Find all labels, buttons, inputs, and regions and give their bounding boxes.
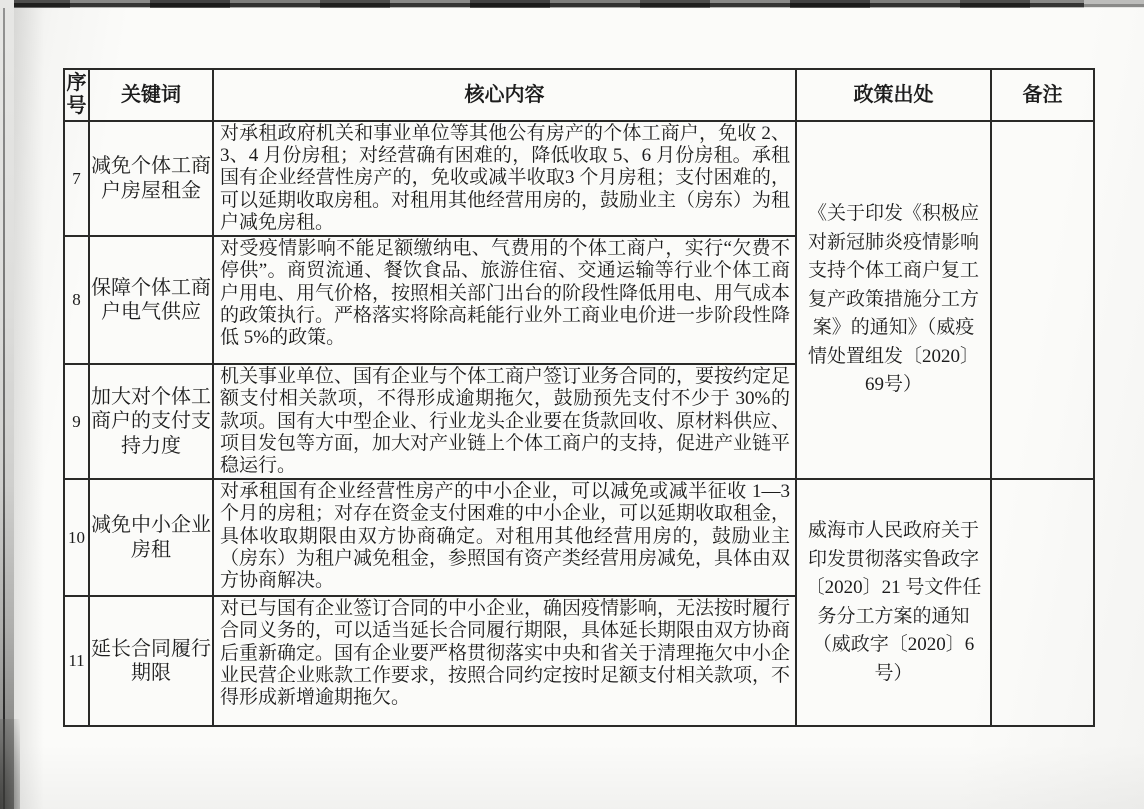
col-header-keyword: 关键词 [89,69,213,121]
table-row [64,121,1094,236]
row11-no: 11 [64,596,89,726]
scan-bottom-left-blot [0,719,20,809]
row9-no: 9 [64,364,89,479]
row10-no: 10 [64,479,89,596]
source-rows7-9: 《关于印发《积极应对新冠肺炎疫情影响支持个体工商户复工复产政策措施分工方案》的通知》（威疫情处置组发〔2020〕69号） [796,121,991,479]
row9-content: 机关事业单位、国有企业与个体工商户签订业务合同的，要按约定足额支付相关款项，不得形成逾期拖欠，鼓励预先支付不少于 30%的款项。国有大中型企业、行业龙头企业要在货款回收、原材料供应、项目发包等方面，加大对产业链上个体工商户的支持，促进产业链平稳运行。 [213,364,796,479]
col-header-remark: 备注 [991,69,1094,121]
col-header-no: 序号 [64,69,89,121]
row10-content: 对承租国有企业经营性房产的中小企业，可以减免或减半征收 1—3 个月的房租；对存在资金支付困难的中小企业，可以延期收取租金，具体收取期限由双方协商确定。对租用其他经营用房的，鼓励业主（房东）为租户减免租金，参照国有资产类经营用房减免，具体由双方协商解决。 [213,479,796,596]
col-header-source: 政策出处 [796,69,991,121]
scan-top-edge-right-artifact [1084,0,1144,8]
row8-no: 8 [64,236,89,364]
policy-measures-table [63,68,1095,727]
row7-keyword: 减免个体工商户房屋租金 [89,121,213,236]
row8-keyword: 保障个体工商户电气供应 [89,236,213,364]
table-row [64,479,1094,596]
remark-rows7-9 [991,121,1094,479]
remark-rows10-11 [991,479,1094,726]
row9-keyword: 加大对个体工商户的支付支持力度 [89,364,213,479]
source-rows10-11: 威海市人民政府关于印发贯彻落实鲁政字〔2020〕21 号文件任务分工方案的通知（威政字〔2020〕6号） [796,479,991,726]
scan-top-edge-artifact [0,0,1144,8]
row11-keyword: 延长合同履行期限 [89,596,213,726]
row11-content: 对已与国有企业签订合同的中小企业，确因疫情影响，无法按时履行合同义务的，可以适当延长合同履行期限，具体延长期限由双方协商后重新确定。国有企业要严格贯彻落实中央和省关于清理拖欠中小企业民营企业账款工作要求，按照合同约定按时足额支付相关款项，不得形成新增逾期拖欠。 [213,596,796,726]
col-header-content: 核心内容 [213,69,796,121]
row8-content: 对受疫情影响不能足额缴纳电、气费用的个体工商户，实行“欠费不停供”。商贸流通、餐饮食品、旅游住宿、交通运输等行业个体工商户用电、用气价格，按照相关部门出台的阶段性降低用电、用气成本的政策执行。严格落实将除高耗能行业外工商业电价进一步阶段性降低 5%的政策。 [213,236,796,364]
row7-content: 对承租政府机关和事业单位等其他公有房产的个体工商户，免收 2、3、4 月份房租；对经营确有困难的，降低收取 5、6 月份房租。承租国有企业经营性房产的，免收或减半收取3 个月房租；支付困难的，可以延期收取房租。对租用其他经营用房的，鼓励业主（房东）为租户减免房租。 [213,121,796,236]
paper-edge-shadow [14,8,44,809]
table-header-row [64,69,1094,121]
row7-no: 7 [64,121,89,236]
row10-keyword: 减免中小企业房租 [89,479,213,596]
scan-left-edge-artifact [0,0,14,809]
